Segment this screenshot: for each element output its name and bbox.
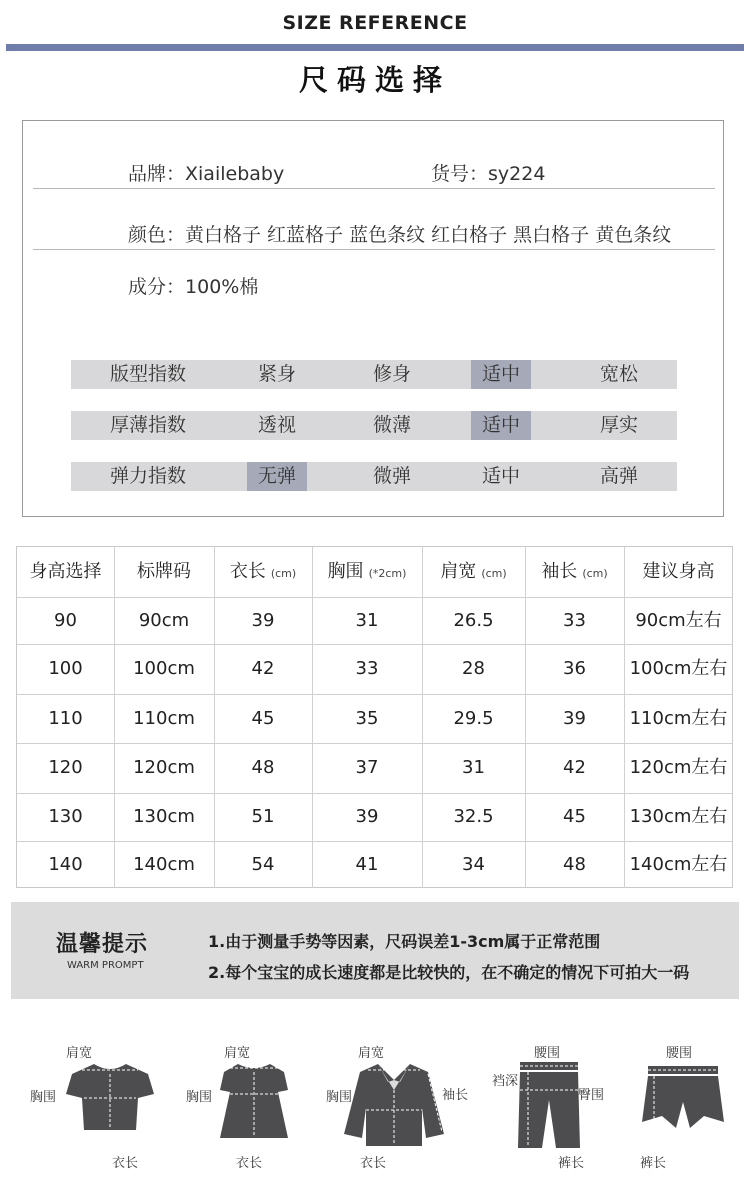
divider xyxy=(33,188,715,189)
gauge-option: 高弹 xyxy=(599,465,638,487)
table-header-cell xyxy=(17,547,114,597)
tshirt-icon xyxy=(64,1060,156,1134)
table-cell: 140cm左右 xyxy=(629,854,728,875)
label-waist: 腰围 xyxy=(534,1046,561,1061)
header-text: 标牌码 xyxy=(137,561,191,582)
size-table xyxy=(16,546,733,888)
table-cell: 140 xyxy=(48,854,83,875)
gauge-option: 适中 xyxy=(481,465,520,487)
label-length: 衣长 xyxy=(112,1156,139,1171)
label-waist: 腰围 xyxy=(666,1046,693,1061)
table-cell: 34 xyxy=(462,854,485,875)
table-cell: 45 xyxy=(563,806,586,827)
jacket-icon xyxy=(342,1060,446,1150)
table-cell: 33 xyxy=(355,658,379,679)
item-number-value: sy224 xyxy=(488,163,546,185)
table-cell: 51 xyxy=(251,806,275,827)
dress-icon xyxy=(216,1060,292,1142)
item-number-info xyxy=(431,159,545,186)
header-text: 袖长 xyxy=(541,561,578,582)
table-cell: 100cm左右 xyxy=(629,658,728,679)
label-chest: 胸围 xyxy=(30,1090,57,1105)
table-cell: 90 xyxy=(54,610,77,631)
header-unit: (cm) xyxy=(582,567,608,580)
shorts-icon xyxy=(642,1062,724,1132)
table-cell: 90cm xyxy=(138,610,190,631)
label-hip: 臀围 xyxy=(578,1088,605,1103)
gauge-option-selected: 无弹 xyxy=(247,462,307,491)
table-cell: 120cm左右 xyxy=(629,757,728,778)
label-chest: 胸围 xyxy=(186,1090,213,1105)
gauge-option: 微弹 xyxy=(372,465,411,487)
table-cell: 48 xyxy=(251,757,275,778)
table-cell: 120 xyxy=(48,757,83,778)
table-cell: 33 xyxy=(563,610,586,631)
table-header-cell xyxy=(525,547,624,597)
thickness-index-row xyxy=(71,411,677,440)
table-cell: 110 xyxy=(48,708,83,729)
tip-line-2: 2.每个宝宝的成长速度都是比较快的，在不确定的情况下可拍大一码 xyxy=(208,963,690,982)
gauge-option: 微薄 xyxy=(372,414,411,436)
header-unit: (*2cm) xyxy=(368,567,407,580)
table-cell: 39 xyxy=(355,806,379,827)
table-cell: 32.5 xyxy=(453,806,494,827)
warm-prompt-subtitle: WARM PROMPT xyxy=(67,960,144,971)
table-cell: 41 xyxy=(355,854,379,875)
header-accent-bar xyxy=(6,44,744,51)
table-cell: 130cm左右 xyxy=(629,806,728,827)
table-header-cell xyxy=(312,547,422,597)
jacket-diagram xyxy=(324,1030,474,1180)
pants-diagram xyxy=(490,1030,620,1180)
color-info xyxy=(128,220,671,247)
table-cell: 31 xyxy=(462,757,485,778)
divider xyxy=(33,249,715,250)
label-sleeve: 袖长 xyxy=(442,1088,469,1103)
table-cell: 42 xyxy=(563,757,586,778)
label-length: 裤长 xyxy=(558,1156,585,1171)
label-chest: 胸围 xyxy=(326,1090,353,1105)
table-cell: 39 xyxy=(563,708,586,729)
gauge-name: 厚薄指数 xyxy=(109,414,186,436)
header-text: 身高选择 xyxy=(29,561,102,582)
label-shoulder: 肩宽 xyxy=(224,1046,251,1061)
gauge-name: 弹力指数 xyxy=(109,465,186,487)
table-cell: 130 xyxy=(48,806,83,827)
label-rise: 裆深 xyxy=(492,1074,519,1089)
pants-icon xyxy=(516,1060,582,1152)
table-cell: 36 xyxy=(563,658,586,679)
item-number-label: 货号： xyxy=(431,163,489,185)
table-cell: 35 xyxy=(355,708,379,729)
table-cell: 31 xyxy=(355,610,379,631)
english-title: SIZE REFERENCE xyxy=(282,12,468,34)
gauge-option-selected: 适中 xyxy=(471,360,531,389)
material-label: 成分： xyxy=(128,276,186,298)
table-cell: 140cm xyxy=(133,854,195,875)
label-length: 衣长 xyxy=(236,1156,263,1171)
table-cell: 130cm xyxy=(133,806,195,827)
product-info-box xyxy=(22,120,724,517)
header-text: 肩宽 xyxy=(440,561,477,582)
table-header-cell xyxy=(214,547,312,597)
brand-info xyxy=(128,159,284,186)
color-label: 颜色： xyxy=(128,224,186,246)
dress-diagram xyxy=(184,1030,304,1180)
table-cell: 45 xyxy=(251,708,275,729)
table-cell: 26.5 xyxy=(453,610,494,631)
table-header-cell xyxy=(114,547,214,597)
header-unit: (cm) xyxy=(270,567,297,580)
table-cell: 120cm xyxy=(133,757,195,778)
tip-line-1: 1.由于测量手势等因素，尺码误差1-3cm属于正常范围 xyxy=(208,932,601,951)
table-cell: 110cm xyxy=(133,708,195,729)
table-cell: 90cm左右 xyxy=(635,610,722,631)
table-cell: 48 xyxy=(563,854,586,875)
fit-index-row xyxy=(71,360,677,389)
table-cell: 100cm xyxy=(133,658,195,679)
gauge-name: 版型指数 xyxy=(109,363,186,385)
material-info xyxy=(128,272,258,299)
measurement-diagrams xyxy=(0,1030,750,1200)
table-header-cell xyxy=(624,547,733,597)
table-header-cell xyxy=(422,547,525,597)
gauge-option: 透视 xyxy=(257,414,296,436)
elasticity-index-row xyxy=(71,462,677,491)
header-unit: (cm) xyxy=(481,567,507,580)
table-cell: 39 xyxy=(251,610,275,631)
gauge-option: 修身 xyxy=(372,363,411,385)
gauge-option: 宽松 xyxy=(599,363,638,385)
shorts-diagram xyxy=(630,1030,740,1180)
brand-value: Xiailebaby xyxy=(185,163,285,185)
material-value: 100%棉 xyxy=(185,276,259,298)
table-cell: 42 xyxy=(251,658,275,679)
label-length: 衣长 xyxy=(360,1156,387,1171)
tshirt-diagram xyxy=(28,1030,168,1180)
table-cell: 100 xyxy=(48,658,83,679)
header-text: 建议身高 xyxy=(642,561,715,582)
table-cell: 54 xyxy=(251,854,275,875)
header-text: 胸围 xyxy=(327,561,364,582)
label-length: 裤长 xyxy=(640,1156,667,1171)
header-text: 衣长 xyxy=(229,561,266,582)
warm-prompt-title: 温馨提示 xyxy=(56,932,149,957)
gauge-option-selected: 适中 xyxy=(471,411,531,440)
chinese-title: 尺码选择 xyxy=(298,63,451,97)
table-cell: 37 xyxy=(355,757,379,778)
table-cell: 110cm左右 xyxy=(629,708,728,729)
table-cell: 29.5 xyxy=(453,708,494,729)
warm-prompt-box xyxy=(11,902,739,999)
brand-label: 品牌： xyxy=(128,163,186,185)
label-shoulder: 肩宽 xyxy=(66,1046,93,1061)
gauge-option: 厚实 xyxy=(599,414,638,436)
table-cell: 28 xyxy=(462,658,485,679)
color-value: 黄白格子 红蓝格子 蓝色条纹 红白格子 黑白格子 黄色条纹 xyxy=(185,224,672,246)
gauge-option: 紧身 xyxy=(257,363,296,385)
label-shoulder: 肩宽 xyxy=(358,1046,385,1061)
